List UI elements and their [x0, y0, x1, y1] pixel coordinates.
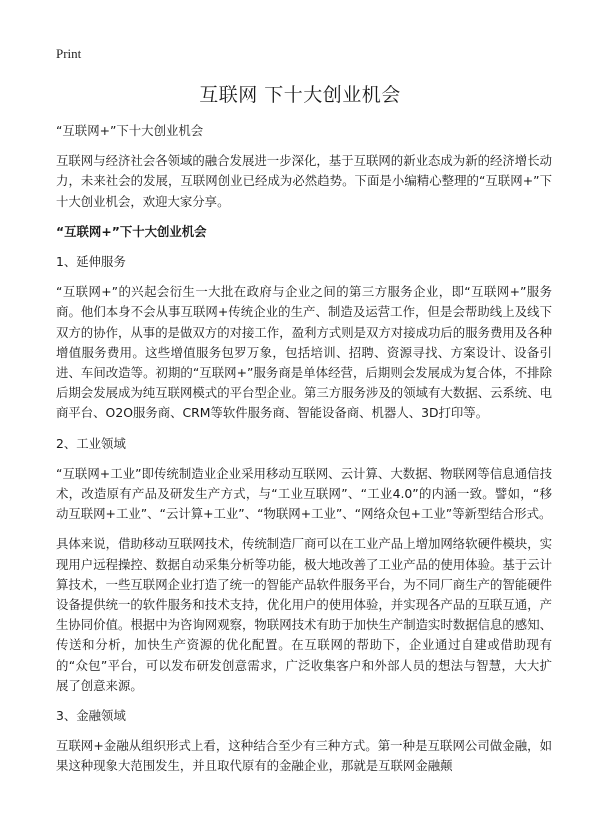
intro-paragraph: 互联网与经济社会各领域的融合发展进一步深化，基于互联网的新业态成为新的经济增长动力，未来社会的发展，互联网创业已经成为必然趋势。下面是小编精心整理的“互联网+”下十大创业机会，欢迎大家分享。	[56, 153, 552, 209]
section-heading-3: 3、金融领域	[56, 708, 126, 724]
section-heading-2: 2、工业领域	[56, 435, 126, 451]
section-3-paragraph-1: 互联网+金融从组织形式上看，这种结合至少有三种方式。第一种是互联网公司做金融，如果这种现象大范围发生，并且取代原有的金融企业，那就是互联网金融颠	[56, 738, 552, 774]
section-1-paragraph-1: “互联网+”的兴起会衍生一大批在政府与企业之间的第三方服务企业，即“互联网+”服务商。他们本身不会从事互联网+传统企业的生产、制造及运营工作，但是会帮助线上及线下双方的协作，从事的是做双方的对接工作，盈利方式则是双方对接成功后的服务费用及各种增值服务费用。这些增值服务包罗万象，包括培训、招聘、资源寻找、方案设计、设备引进、车间改造等。初期的“互联网+”服务商是单体经营，后期则会发展成为复合体，不排除后期会发展成为纯互联网模式的平台型企业。第三方服务涉及的领域有大数据、云系统、电商平台、O2O服务商、CRM等软件服务商、智能设备商、机器人、3D打印等。	[56, 284, 552, 421]
page-title: 互联网 下十大创业机会	[199, 84, 401, 106]
section-2-paragraph-2: 具体来说，借助移动互联网技术，传统制造厂商可以在工业产品上增加网络软硬件模块，实现用户远程操控、数据自动采集分析等功能，极大地改善了工业产品的使用体验。基于云计算技术，一些互联网企业打造了统一的智能产品软件服务平台，为不同厂商生产的智能硬件设备提供统一的软件服务和技术支持，优化用户的使用体验，并实现各产品的互联互通，产生协同价值。根据中为咨询网观察，物联网技术有助于加快生产制造实时数据信息的感知、传送和分析，加快生产资源的优化配置。在互联网的帮助下，企业通过自建或借助现有的“众包”平台，可以发布研发创意需求，广泛收集客户和外部人员的想法与智慧，大大扩展了创意来源。	[56, 536, 552, 693]
document-subtitle: “互联网+”下十大创业机会	[56, 123, 204, 138]
bold-heading: “互联网+”下十大创业机会	[56, 223, 207, 239]
section-2-paragraph-1: “互联网+工业”即传统制造业企业采用移动互联网、云计算、大数据、物联网等信息通信技术，改造原有产品及研发生产方式，与“工业互联网”、“工业4.0”的内涵一致。譬如，“移动互联网+工业”、“云计算+工业”、“物联网+工业”、“网络众包+工业”等新型结合形式。	[56, 465, 552, 522]
print-link[interactable]: Print	[56, 46, 82, 61]
section-heading-1: 1、延伸服务	[56, 254, 126, 270]
document-body	[56, 121, 552, 787]
